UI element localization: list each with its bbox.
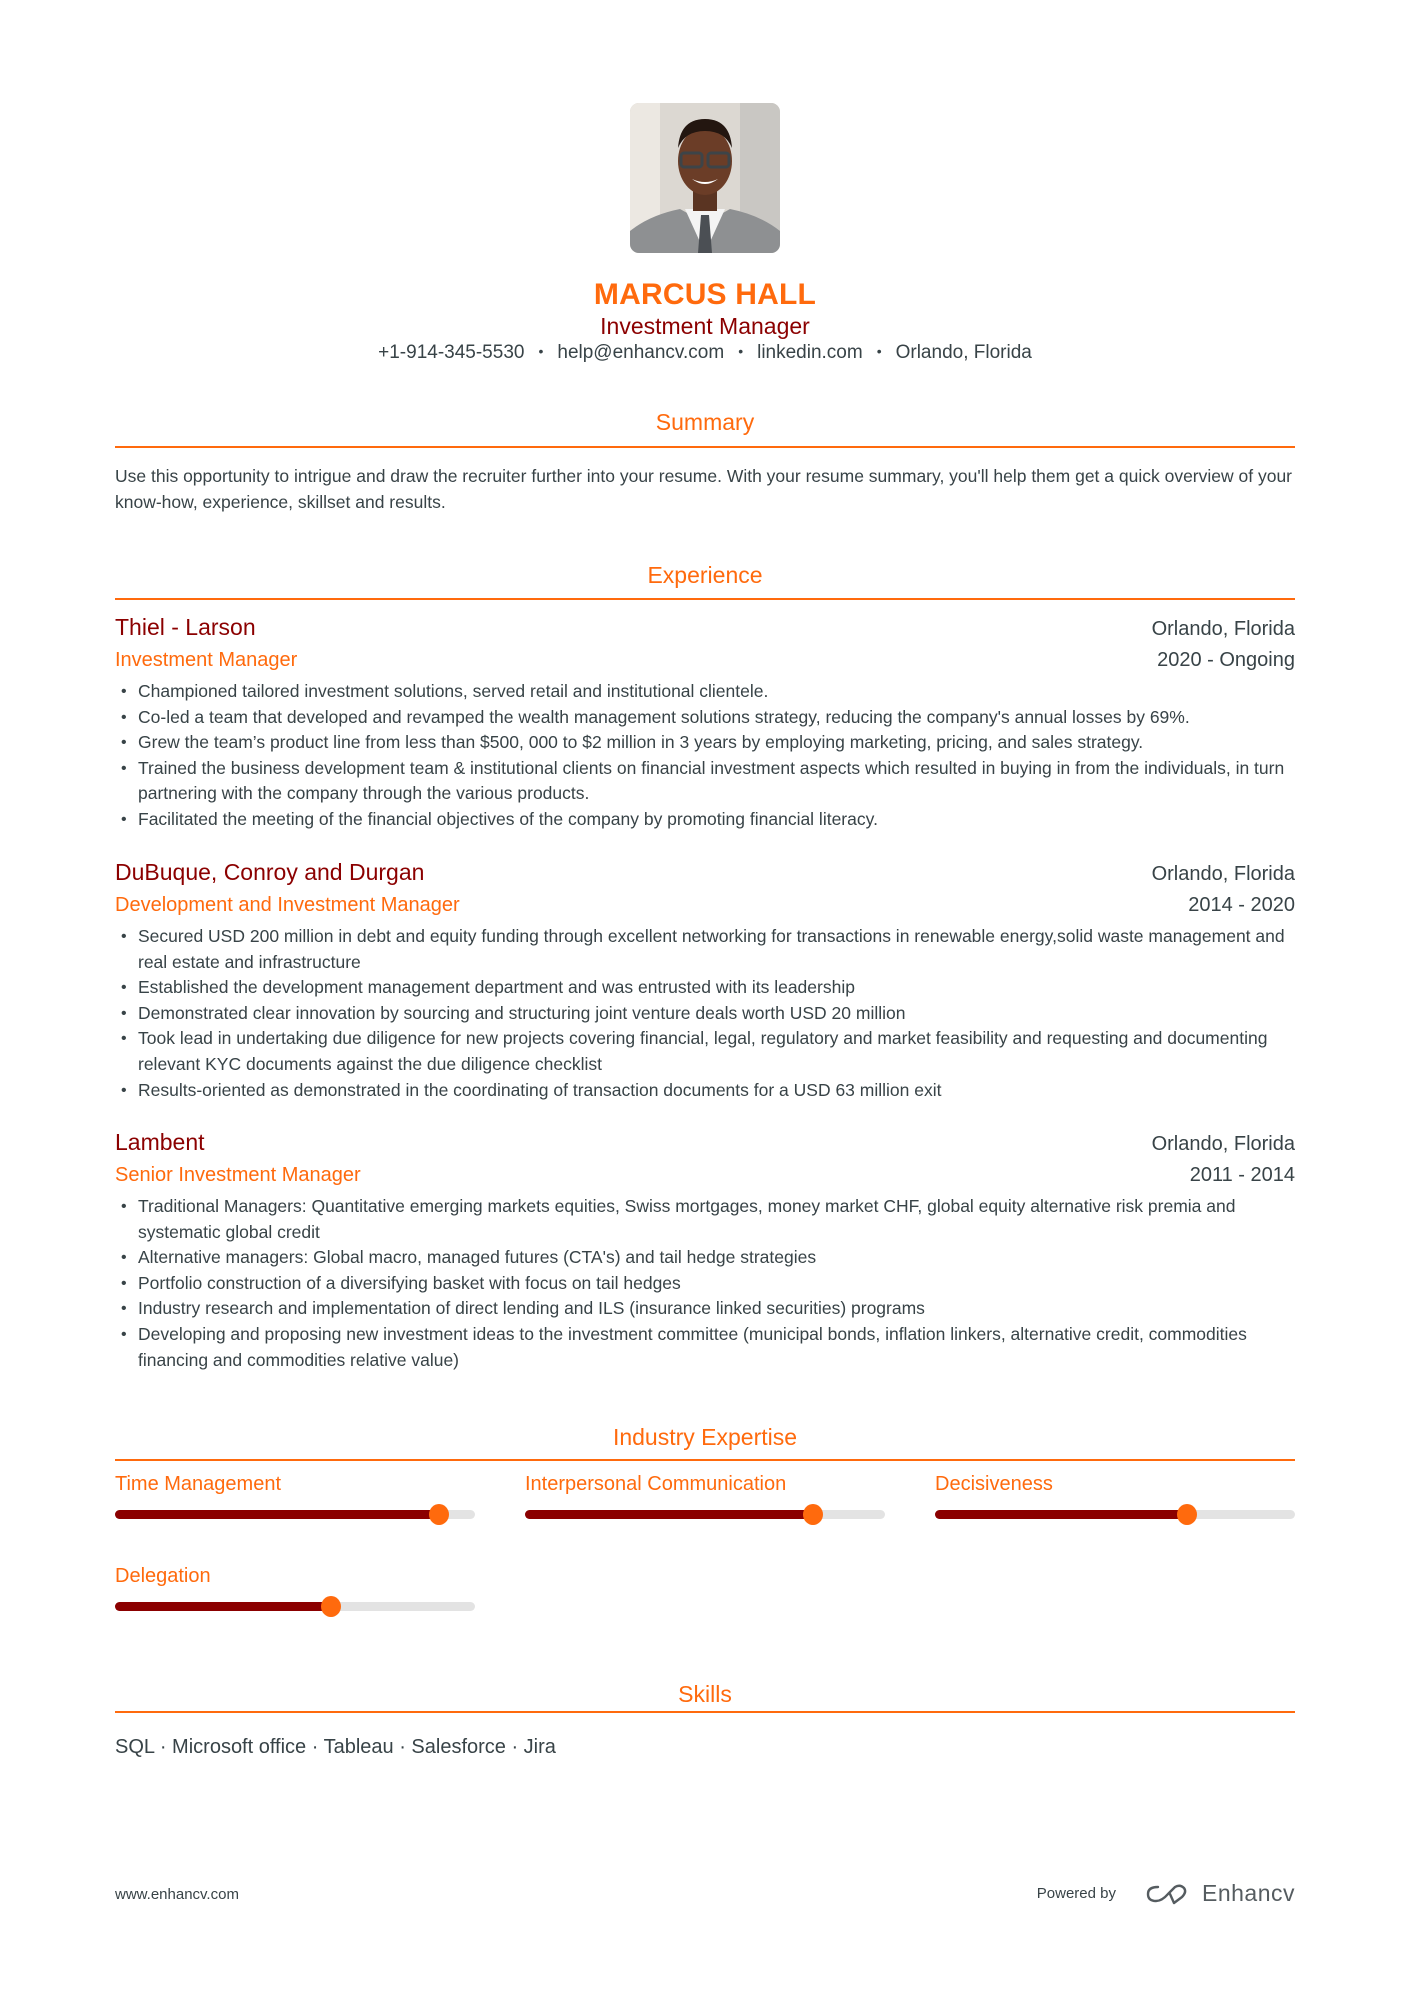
experience-entry <box>115 1127 1295 1373</box>
list-item: • Results-oriented as demonstrated in the coordinating of transaction documents for a USD 63 million exit <box>115 1078 1295 1104</box>
section-title-summary: Summary <box>655 409 755 435</box>
expertise-bar-knob <box>429 1504 449 1525</box>
powered-by-label: Powered by <box>1036 1885 1116 1902</box>
list-item: • Championed tailored investment solutions, served retail and institutional clientele. <box>115 679 1295 705</box>
expertise-bar-knob <box>321 1596 341 1617</box>
list-item: • Grew the team’s product line from less than $500, 000 to $2 million in 3 years by employing marketing, pricing, and sales strategy. <box>115 730 1295 756</box>
phone[interactable]: +1-914-345-5530 <box>378 342 525 363</box>
footer-website-link[interactable]: www.enhancv.com <box>115 1886 239 1903</box>
list-item: • Co-led a team that developed and revamped the wealth management solutions strategy, reducing the company's annual losses by 69%. <box>115 705 1295 731</box>
company-name: Thiel - Larson <box>115 614 256 640</box>
footer-branding <box>1037 1880 1295 1907</box>
expertise-item <box>115 1562 475 1611</box>
expertise-label: Decisiveness <box>935 1473 1053 1495</box>
expertise-item <box>935 1470 1295 1519</box>
job-location: Orlando, Florida <box>1151 618 1295 640</box>
expertise-bar <box>115 1602 475 1611</box>
expertise-bar-fill <box>935 1510 1187 1519</box>
expertise-bar-fill <box>115 1510 439 1519</box>
job-dates: 2011 - 2014 <box>1189 1164 1295 1186</box>
bullet-list <box>115 924 1295 1103</box>
expertise-bar-knob <box>803 1504 823 1525</box>
expertise-label: Delegation <box>115 1565 211 1587</box>
expertise-bar <box>525 1510 885 1519</box>
job-location: Orlando, Florida <box>1151 863 1295 885</box>
section-title-experience: Experience <box>647 562 763 588</box>
expertise-item <box>115 1470 475 1519</box>
experience-entry <box>115 612 1295 833</box>
job-role: Senior Investment Manager <box>115 1164 361 1186</box>
expertise-bar-fill <box>115 1602 331 1611</box>
enhancv-brand-name[interactable]: Enhancv <box>1201 1880 1295 1906</box>
list-item: • Established the development management department and was entrusted with its leadership <box>115 975 1295 1001</box>
expertise-bar-knob <box>1177 1504 1197 1525</box>
skills-list: SQL · Microsoft office · Tableau · Salesforce · Jira <box>115 1736 556 1758</box>
expertise-label: Interpersonal Communication <box>525 1473 787 1495</box>
linkedin[interactable]: linkedin.com <box>757 342 863 363</box>
section-divider <box>115 598 1295 600</box>
list-item: • Took lead in undertaking due diligence for new projects covering financial, legal, regulatory and market feasibility and requesting and documenting relevant KYC documents against the due diligence checklist <box>115 1026 1295 1077</box>
enhancv-logo-icon <box>1144 1882 1192 1906</box>
profile-photo <box>630 103 780 253</box>
section-title-skills: Skills <box>678 1681 732 1707</box>
summary-text: Use this opportunity to intrigue and draw the recruiter further into your resume. With your resume summary, you'll help them get a quick overview of your know-how, experience, skillset and results. <box>115 466 1293 512</box>
section-divider <box>115 1459 1295 1461</box>
job-dates: 2014 - 2020 <box>1188 894 1295 916</box>
list-item: • Alternative managers: Global macro, managed futures (CTA's) and tail hedge strategies <box>115 1245 1295 1271</box>
separator-dot: • <box>538 343 544 359</box>
expertise-label: Time Management <box>115 1473 281 1495</box>
separator-dot: • <box>876 343 882 359</box>
expertise-bar <box>935 1510 1295 1519</box>
job-role: Investment Manager <box>115 649 298 671</box>
experience-entry <box>115 857 1295 1103</box>
section-title-expertise: Industry Expertise <box>612 1424 798 1450</box>
portrait-icon <box>630 103 780 253</box>
candidate-name: MARCUS HALL <box>593 278 817 311</box>
expertise-bar-fill <box>525 1510 813 1519</box>
candidate-title: Investment Manager <box>600 313 810 339</box>
bullet-list <box>115 1194 1295 1373</box>
contact-line <box>0 342 1410 364</box>
expertise-bar <box>115 1510 475 1519</box>
section-divider <box>115 446 1295 448</box>
list-item: • Developing and proposing new investment ideas to the investment committee (municipal bonds, inflation linkers, alternative credit, commodities financing and commodities relative value) <box>115 1322 1295 1373</box>
expertise-item <box>525 1470 885 1519</box>
job-dates: 2020 - Ongoing <box>1157 649 1295 671</box>
list-item: • Industry research and implementation of direct lending and ILS (insurance linked securities) programs <box>115 1296 1295 1322</box>
list-item: • Trained the business development team & institutional clients on financial investment aspects which resulted in buying in from the individuals, in turn partnering with the company through the various products. <box>115 756 1295 807</box>
email[interactable]: help@enhancv.com <box>557 342 725 363</box>
company-name: DuBuque, Conroy and Durgan <box>115 859 425 885</box>
list-item: • Secured USD 200 million in debt and equity funding through excellent networking for transactions in renewable energy,solid waste management and real estate and infrastructure <box>115 924 1295 975</box>
separator-dot: • <box>738 343 744 359</box>
job-role: Development and Investment Manager <box>115 894 460 916</box>
company-name: Lambent <box>115 1129 205 1155</box>
bullet-list <box>115 679 1295 833</box>
list-item: • Demonstrated clear innovation by sourcing and structuring joint venture deals worth USD 20 million <box>115 1001 1295 1027</box>
job-location: Orlando, Florida <box>1151 1133 1295 1155</box>
location: Orlando, Florida <box>895 342 1032 363</box>
list-item: • Traditional Managers: Quantitative emerging markets equities, Swiss mortgages, money market CHF, global equity alternative risk premia and systematic global credit <box>115 1194 1295 1245</box>
list-item: • Facilitated the meeting of the financial objectives of the company by promoting financial literacy. <box>115 807 1295 833</box>
section-divider <box>115 1711 1295 1713</box>
list-item: • Portfolio construction of a diversifying basket with focus on tail hedges <box>115 1271 1295 1297</box>
